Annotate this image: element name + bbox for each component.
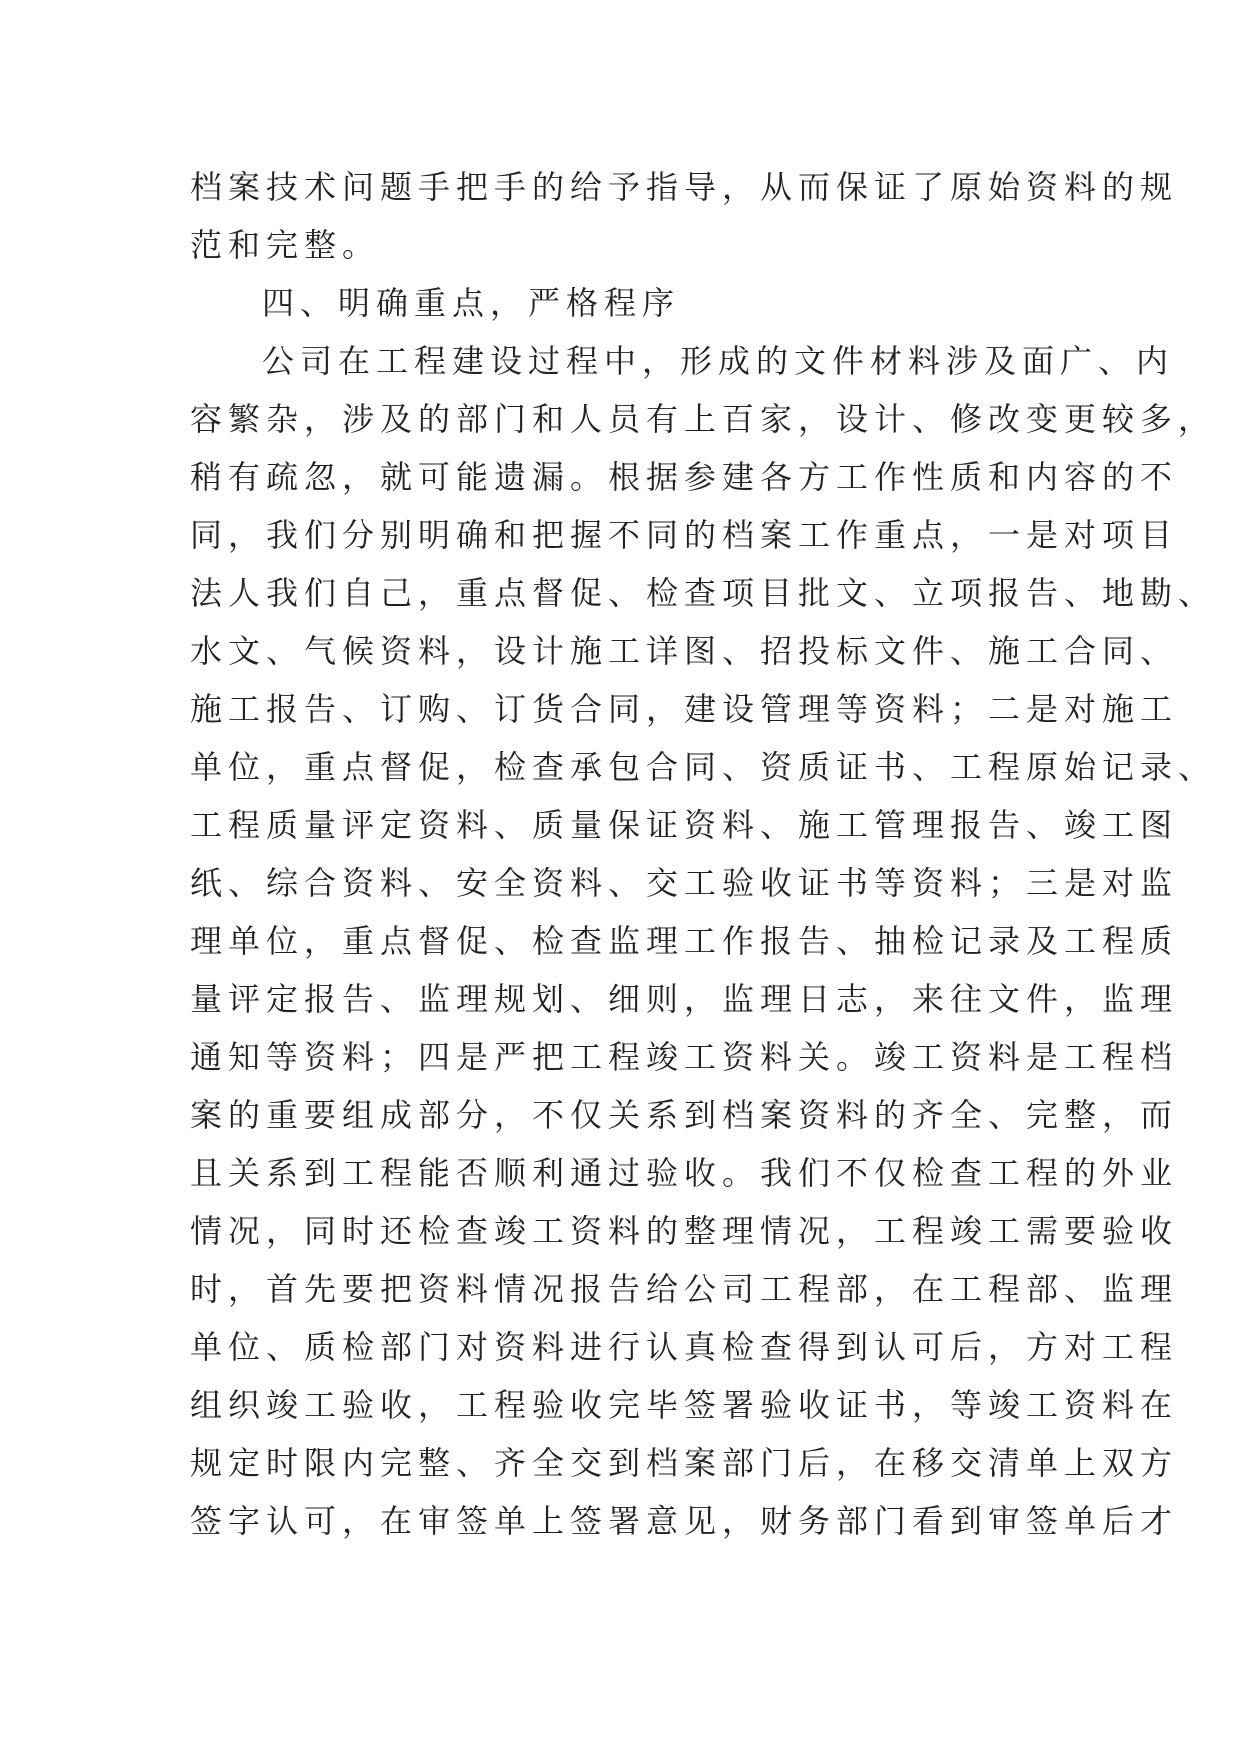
text-line: 量评定报告、监理规划、细则，监理日志，来往文件，监理 [190, 980, 1179, 1018]
text-line: 工程质量评定资料、质量保证资料、施工管理报告、竣工图 [190, 806, 1179, 844]
section-heading: 四、明确重点，严格程序 [262, 284, 681, 322]
text-line: 情况，同时还检查竣工资料的整理情况，工程竣工需要验收 [190, 1212, 1179, 1250]
text-line: 签字认可，在审签单上签署意见，财务部门看到审签单后才 [190, 1502, 1179, 1540]
text-line: 时，首先要把资料情况报告给公司工程部，在工程部、监理 [190, 1270, 1179, 1308]
text-line: 且关系到工程能否顺利通过验收。我们不仅检查工程的外业 [190, 1154, 1179, 1192]
text-line: 规定时限内完整、齐全交到档案部门后，在移交清单上双方 [190, 1444, 1179, 1482]
text-line: 理单位，重点督促、检查监理工作报告、抽检记录及工程质 [190, 922, 1179, 960]
text-line: 容繁杂，涉及的部门和人员有上百家，设计、修改变更较多， [190, 400, 1217, 438]
text-line: 案的重要组成部分，不仅关系到档案资料的齐全、完整，而 [190, 1096, 1179, 1134]
text-line: 范和完整。 [190, 226, 381, 264]
text-line: 公司在工程建设过程中，形成的文件材料涉及面广、内 [262, 342, 1175, 380]
text-line: 稍有疏忽，就可能遗漏。根据参建各方工作性质和内容的不 [190, 458, 1179, 496]
text-line: 组织竣工验收，工程验收完毕签署验收证书，等竣工资料在 [190, 1386, 1179, 1424]
text-line: 档案技术问题手把手的给予指导，从而保证了原始资料的规 [190, 168, 1179, 206]
text-line: 单位、质检部门对资料进行认真检查得到认可后，方对工程 [190, 1328, 1179, 1366]
text-line: 法人我们自己，重点督促、检查项目批文、立项报告、地勘、 [190, 574, 1217, 612]
document-body [190, 158, 1217, 1550]
text-line: 单位，重点督促，检查承包合同、资质证书、工程原始记录、 [190, 748, 1217, 786]
text-line: 水文、气候资料，设计施工详图、招投标文件、施工合同、 [190, 632, 1179, 670]
text-line: 施工报告、订购、订货合同，建设管理等资料；二是对施工 [190, 690, 1179, 728]
text-line: 纸、综合资料、安全资料、交工验收证书等资料；三是对监 [190, 864, 1179, 902]
text-line: 通知等资料；四是严把工程竣工资料关。竣工资料是工程档 [190, 1038, 1179, 1076]
text-line: 同，我们分别明确和把握不同的档案工作重点，一是对项目 [190, 516, 1179, 554]
